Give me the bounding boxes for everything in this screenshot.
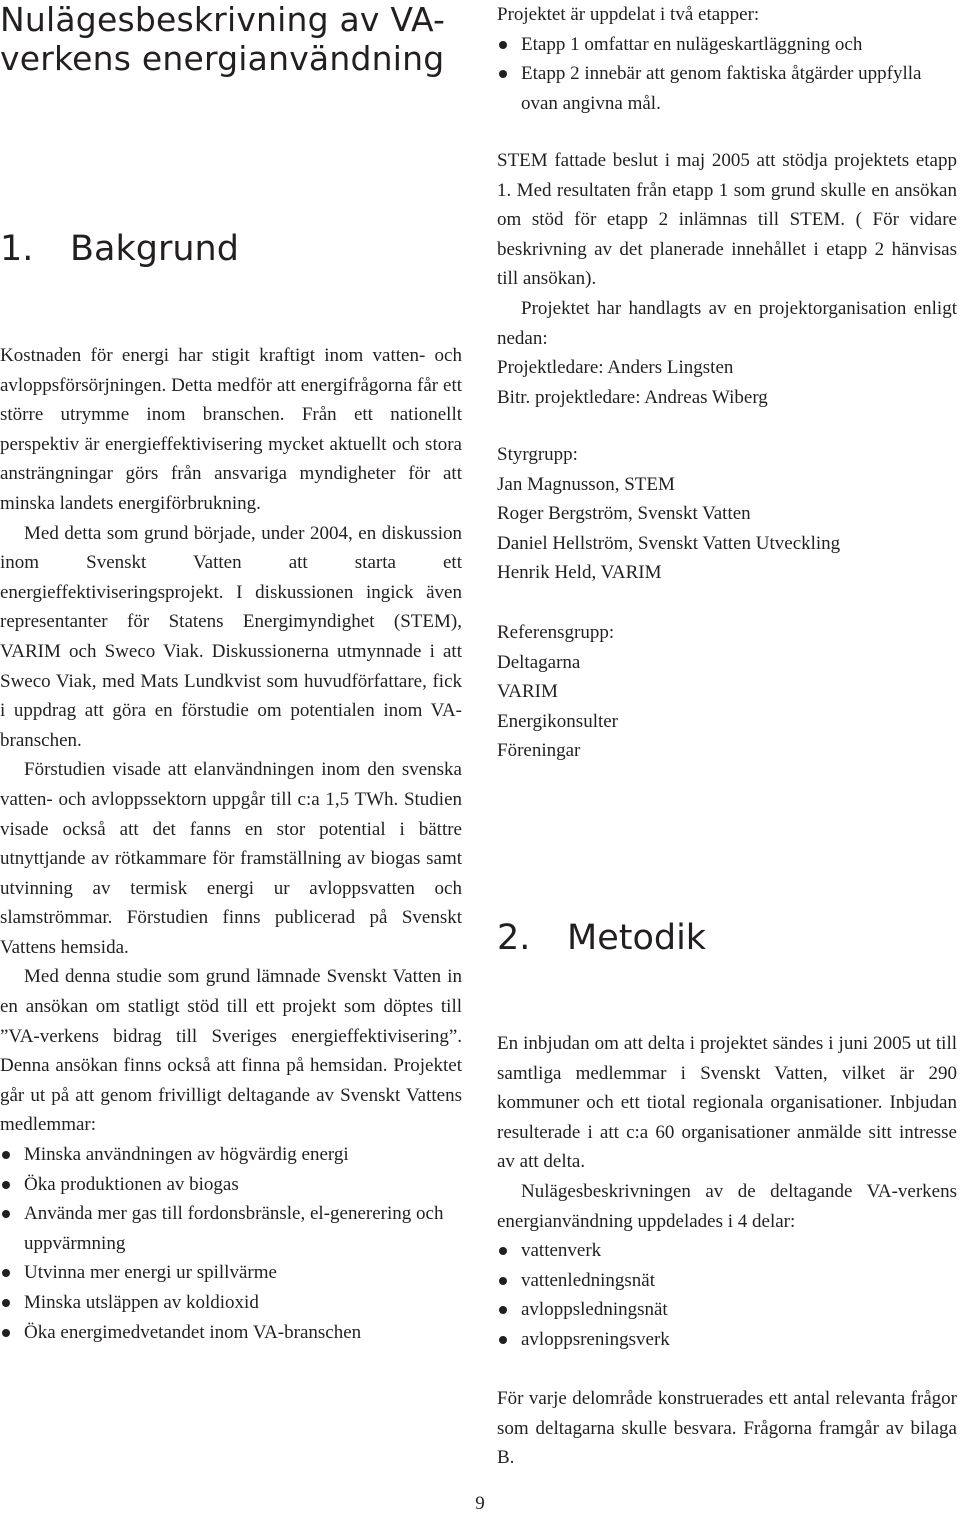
section-2-number: 2. — [497, 918, 531, 958]
list-item: VARIM — [497, 681, 558, 703]
method-paragraph-1: En inbjudan om att delta i projektet sändes i juni 2005 ut till samtliga medlemmar i Svenskt Vatten, vilket är 290 kommuner och ett tiotal regionala organisationer. Inbjudan resulterade i att c:a 60 organisationer anmälde sitt intresse av att delta. — [497, 1033, 957, 1173]
list-item: Minska utsläppen av koldioxid — [0, 1288, 462, 1318]
list-item: Deltagarna — [497, 651, 581, 673]
list-item: avloppsreningsverk — [497, 1325, 957, 1355]
list-item: vattenverk — [497, 1236, 957, 1266]
list-item: Föreningar — [497, 740, 581, 762]
page-number: 9 — [475, 1493, 485, 1514]
list-item: Använda mer gas till fordonsbränsle, el-generering och uppvärmning — [0, 1199, 462, 1258]
section-2-title: Metodik — [567, 918, 707, 958]
stages-intro: Projektet är uppdelat i två etapper: — [497, 4, 760, 25]
steering-group — [497, 440, 957, 588]
list-item: avloppsledningsnät — [497, 1295, 957, 1325]
document-title: Nulägesbeskrivning av VA-verkens energianvändning — [0, 0, 446, 78]
list-item: Öka energimedvetandet inom VA-branschen — [0, 1318, 462, 1348]
list-item: Jan Magnusson, STEM — [497, 473, 675, 495]
background-paragraph-1: Kostnaden för energi har stigit kraftigt inom vatten- och avloppsförsörjningen. Detta medför att energifrågorna får ett större utrymme inom branschen. Från ett nationellt perspektiv är energieffektivisering mycket aktuellt och stora ansträngningar görs från ansvariga myndigheter för att minska landets energiförbrukning. — [0, 345, 462, 514]
list-item: Etapp 1 omfattar en nulägeskartläggning och — [497, 30, 957, 60]
list-item: vattenledningsnät — [497, 1266, 957, 1296]
closing-block — [497, 1384, 957, 1473]
list-item: Öka produktionen av biogas — [0, 1170, 462, 1200]
section-1-title: Bakgrund — [70, 229, 239, 269]
method-paragraph-2: Nulägesbeskrivningen av de deltagande VA-verkens energianvändning uppdelades i 4 delar: — [497, 1180, 957, 1232]
steering-group-label: Styrgrupp: — [497, 444, 578, 465]
reference-group — [497, 618, 957, 766]
stages-block — [497, 0, 957, 118]
list-item: Minska användningen av högvärdig energi — [0, 1140, 462, 1170]
parts-list — [497, 1236, 957, 1354]
section-2-body — [497, 1029, 957, 1355]
background-paragraph-2: Med detta som grund började, under 2004, en diskussion inom Svenskt Vatten att starta ett energieffektiviseringsprojekt. I diskussionen ingick även representanter för Statens Energimyndighet (STEM), VARIM och Sweco Viak. Diskussionerna utmynnade i att Sweco Viak, med Mats Lundkvist som huvudförfattare, fick i uppdrag att göra en förstudie om potentialen inom VA-branschen. — [0, 522, 462, 751]
list-item: Henrik Held, VARIM — [497, 562, 662, 584]
background-paragraph-3: Förstudien visade att elanvändningen inom den svenska vatten- och avloppssektorn uppgår till c:a 1,5 TWh. Studien visade också att det fanns en stor potential i bättre utnyttjande av rötkammare för framställning av biogas samt utvinning av termisk energi ur avloppsvatten och slamströmmar. Förstudien finns publicerad på Svenskt Vattens hemsida. — [0, 759, 462, 958]
list-item: Roger Bergström, Svenskt Vatten — [497, 503, 751, 525]
assistant-project-leader: Bitr. projektledare: Andreas Wiberg — [497, 386, 768, 408]
project-leader: Projektledare: Anders Lingsten — [497, 357, 734, 379]
list-item: Utvinna mer energi ur spillvärme — [0, 1258, 462, 1288]
reference-group-label: Referensgrupp: — [497, 622, 615, 643]
stem-decision-paragraph: STEM fattade beslut i maj 2005 att stödja projektets etapp 1. Med resultaten från etapp 1 som grund skulle en ansökan om stöd för etapp 2 inlämnas till STEM. ( För vidare beskrivning av det planerade innehållet i etapp 2 hänvisas till ansökan). — [497, 150, 957, 290]
section-1-number: 1. — [0, 229, 34, 269]
list-item: Daniel Hellström, Svenskt Vatten Utveckling — [497, 532, 841, 554]
organisation-block — [497, 146, 957, 412]
section-1-heading — [0, 229, 239, 269]
background-paragraph-4: Med denna studie som grund lämnade Svenskt Vatten in en ansökan om statligt stöd till ett projekt som döptes till ”VA-verkens bidrag till Sveriges energieffektivisering”. Denna ansökan finns också att finna på hemsidan. Projektet går ut på att genom frivilligt deltagande av Svenskt Vattens medlemmar: — [0, 966, 462, 1136]
project-goals-list — [0, 1140, 462, 1347]
method-closing-paragraph: För varje delområde konstruerades ett antal relevanta frågor som deltagarna skulle besvara. Frågorna framgår av bilaga B. — [497, 1388, 957, 1469]
organisation-intro: Projektet har handlagts av en projektorganisation enligt nedan: — [497, 297, 957, 349]
list-item: Energikonsulter — [497, 710, 619, 732]
section-2-heading — [497, 918, 706, 958]
list-item: Etapp 2 innebär att genom faktiska åtgärder uppfylla ovan angivna mål. — [497, 59, 957, 118]
stages-list — [497, 30, 957, 119]
section-1-body — [0, 341, 462, 1347]
